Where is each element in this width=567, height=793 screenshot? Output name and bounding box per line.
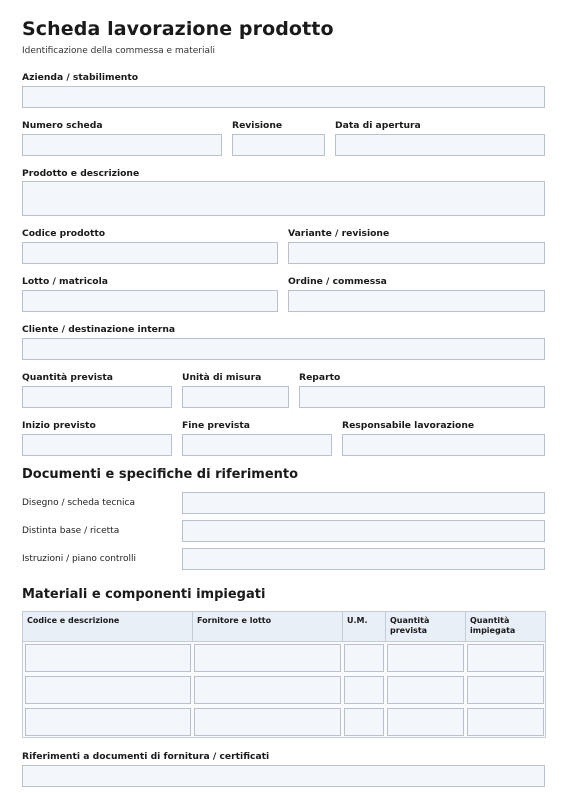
codice-cell[interactable]	[25, 708, 191, 736]
materials-table-body	[22, 641, 546, 738]
col-qta-prevista-header	[390, 616, 429, 635]
materials-heading: Materiali e componenti impiegati	[22, 587, 266, 602]
lotto-label: Lotto / matricola	[22, 276, 108, 287]
revisione-label: Revisione	[232, 120, 283, 131]
istruzioni-label: Istruzioni / piano controlli	[22, 554, 136, 564]
col-fornitore-label: Fornitore e lotto	[197, 616, 272, 625]
quantita-label: Quantità prevista	[22, 372, 113, 383]
revisione-field[interactable]	[232, 134, 325, 156]
col-um-header	[347, 616, 368, 626]
qta-prevista-cell[interactable]	[387, 676, 464, 704]
col-um-label: U.M.	[347, 616, 368, 625]
col-fornitore-header	[197, 616, 271, 626]
fornitore-cell[interactable]	[194, 708, 341, 736]
page-subtitle: Identificazione della commessa e materiali	[22, 46, 215, 56]
ordine-label: Ordine / commessa	[288, 276, 387, 287]
numero-scheda-label: Numero scheda	[22, 120, 103, 131]
unita-field[interactable]	[182, 386, 289, 408]
qta-prevista-cell[interactable]	[387, 708, 464, 736]
codice-cell[interactable]	[25, 644, 191, 672]
documents-heading: Documenti e specifiche di riferimento	[22, 467, 299, 482]
col-codice-label: Codice e descrizione	[27, 616, 120, 625]
azienda-field[interactable]	[22, 86, 545, 108]
col-divider	[385, 612, 386, 641]
col-qta-prevista-label-1: Quantità	[390, 616, 430, 625]
col-qta-impiegata-label-2: impiegata	[470, 625, 516, 635]
um-cell[interactable]	[344, 644, 384, 672]
prodotto-label: Prodotto e descrizione	[22, 168, 140, 179]
col-divider	[465, 612, 466, 641]
col-qta-impiegata-header	[470, 616, 515, 635]
responsabile-field[interactable]	[342, 434, 545, 456]
inizio-field[interactable]	[22, 434, 172, 456]
azienda-label: Azienda / stabilimento	[22, 72, 139, 83]
col-qta-impiegata-label-1: Quantità	[470, 616, 510, 625]
lotto-field[interactable]	[22, 290, 278, 312]
cliente-field[interactable]	[22, 338, 545, 360]
col-divider	[342, 612, 343, 641]
cliente-label: Cliente / destinazione interna	[22, 324, 176, 335]
qta-impiegata-cell[interactable]	[467, 644, 544, 672]
codice-cell[interactable]	[25, 676, 191, 704]
distinta-label: Distinta base / ricetta	[22, 526, 120, 536]
numero-scheda-field[interactable]	[22, 134, 222, 156]
variante-label: Variante / revisione	[288, 228, 390, 239]
prodotto-field[interactable]	[22, 181, 545, 216]
qta-impiegata-cell[interactable]	[467, 708, 544, 736]
page-title: Scheda lavorazione prodotto	[22, 18, 334, 40]
quantita-field[interactable]	[22, 386, 172, 408]
ordine-field[interactable]	[288, 290, 545, 312]
fine-label: Fine prevista	[182, 420, 250, 431]
riferimenti-field[interactable]	[22, 765, 545, 787]
codice-prodotto-label: Codice prodotto	[22, 228, 106, 239]
distinta-field[interactable]	[182, 520, 545, 542]
fine-field[interactable]	[182, 434, 332, 456]
fornitore-cell[interactable]	[194, 644, 341, 672]
fornitore-cell[interactable]	[194, 676, 341, 704]
materials-table-header	[22, 611, 546, 642]
reparto-label: Reparto	[299, 372, 341, 383]
istruzioni-field[interactable]	[182, 548, 545, 570]
qta-impiegata-cell[interactable]	[467, 676, 544, 704]
um-cell[interactable]	[344, 708, 384, 736]
col-codice-header	[27, 616, 119, 626]
qta-prevista-cell[interactable]	[387, 644, 464, 672]
disegno-field[interactable]	[182, 492, 545, 514]
data-apertura-field[interactable]	[335, 134, 545, 156]
reparto-field[interactable]	[299, 386, 545, 408]
data-apertura-label: Data di apertura	[335, 120, 421, 131]
variante-field[interactable]	[288, 242, 545, 264]
um-cell[interactable]	[344, 676, 384, 704]
disegno-label: Disegno / scheda tecnica	[22, 498, 135, 508]
col-qta-prevista-label-2: prevista	[390, 625, 428, 635]
unita-label: Unità di misura	[182, 372, 262, 383]
responsabile-label: Responsabile lavorazione	[342, 420, 475, 431]
col-divider	[192, 612, 193, 641]
codice-prodotto-field[interactable]	[22, 242, 278, 264]
inizio-label: Inizio previsto	[22, 420, 96, 431]
riferimenti-label: Riferimenti a documenti di fornitura / certificati	[22, 751, 270, 762]
